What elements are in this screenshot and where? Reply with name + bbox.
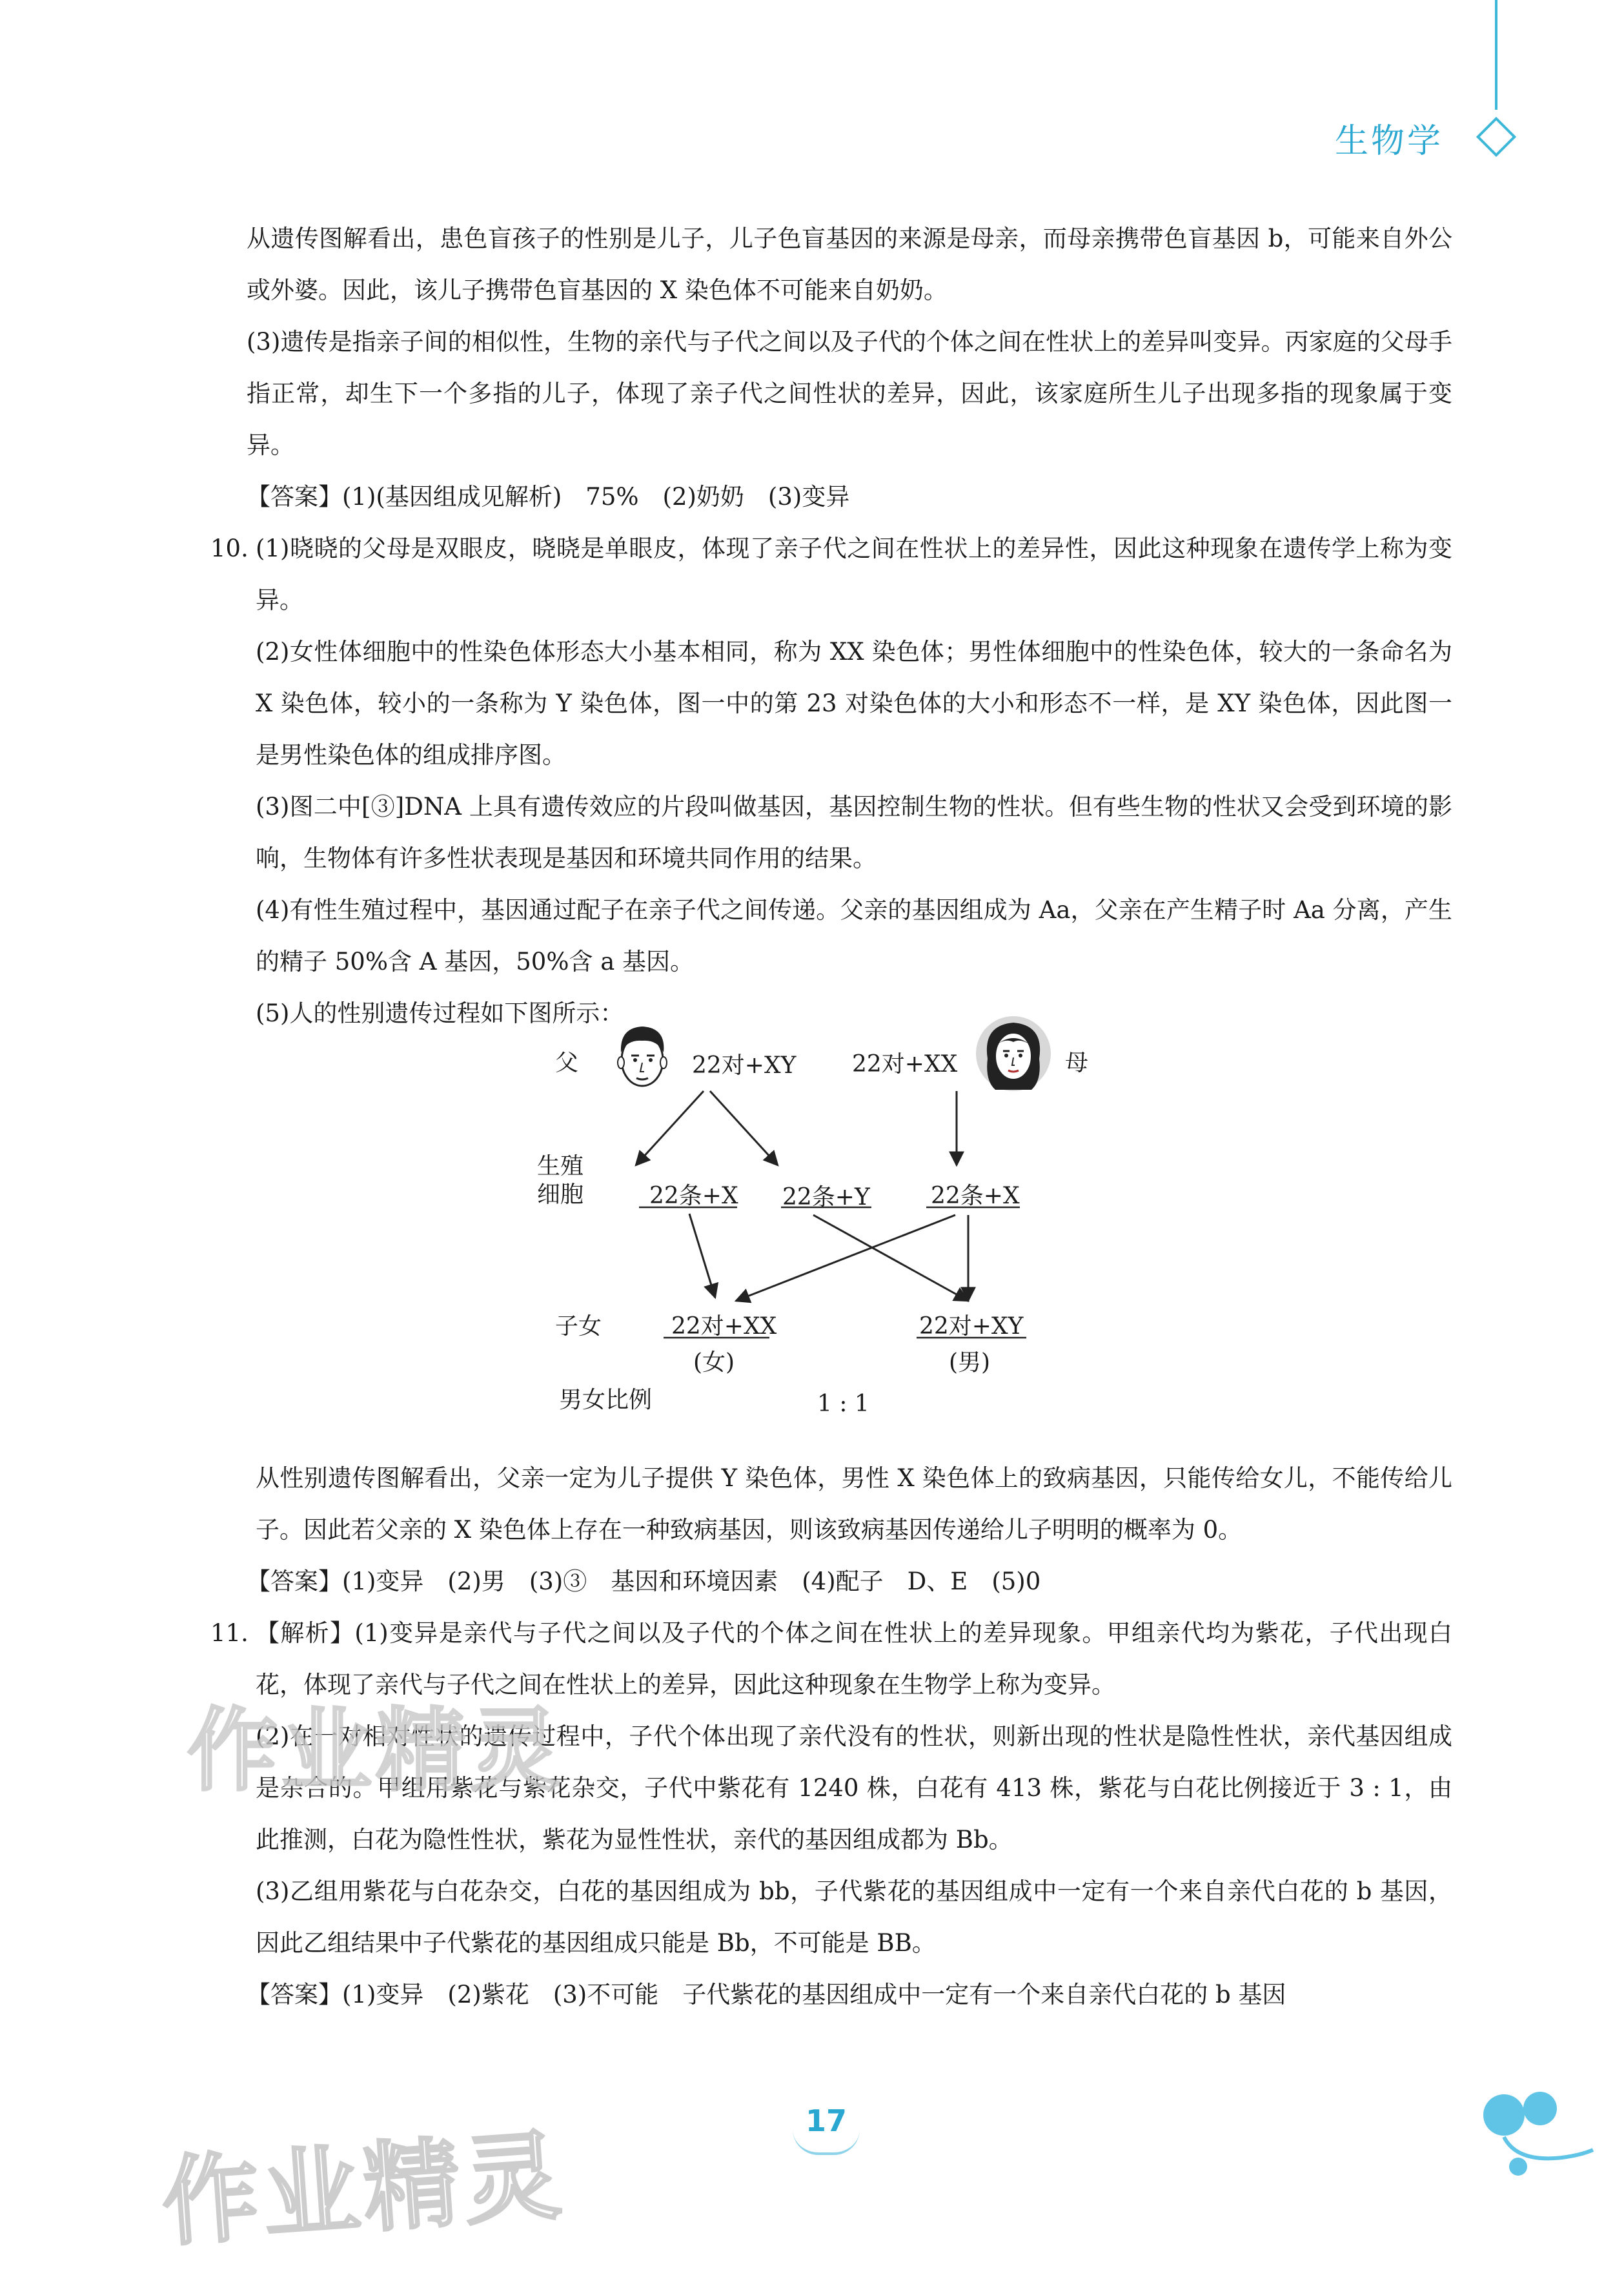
ratio-label: 男女比例: [559, 1387, 653, 1413]
mother-genotype: 22对+XX: [852, 1051, 958, 1078]
watermark-logo: 作业精灵: [187, 1699, 565, 1804]
arrow-spermy-son: [813, 1215, 968, 1301]
daughter-genotype: 22对+XX: [671, 1313, 777, 1340]
paragraph: 【解析】(1)变异是亲代与子代之间以及子代的个体之间在性状上的差异现象。甲组亲代均为紫花，子代出现白花，体现了亲代与子代之间在性状上的差异，因此这种现象在生物学上称为变异。: [256, 1619, 1452, 1699]
paragraph: (3)图二中[③]DNA 上具有遗传效应的片段叫做基因，基因控制生物的性状。但有些生物的性状又会受到环境的影响，生物体有许多性状表现是基因和环境共同作用的结果。: [256, 793, 1452, 872]
answer-line: 【答案】(1)变异 (2)男 (3)③ 基因和环境因素 (4)配子 D、E (5)0: [247, 1568, 1041, 1595]
sperm-x: 22条+X: [649, 1183, 738, 1209]
sperm-y: 22条+Y: [782, 1184, 870, 1210]
paragraph: (3)乙组用紫花与白花杂交，白花的基因组成为 bb，子代紫花的基因组成中一定有一个来自亲代白花的 b 基因，因此乙组结果中子代紫花的基因组成只能是 Bb，不可能是 BB。: [256, 1877, 1452, 1957]
son-genotype: 22对+XY: [919, 1313, 1024, 1340]
father-genotype: 22对+XY: [692, 1052, 797, 1079]
question-10: [210, 523, 1452, 626]
germ-cell-label-line2: 细胞: [537, 1181, 584, 1208]
subject-title: 生物学: [1335, 122, 1444, 161]
header-accent-line: [1495, 0, 1497, 110]
germ-cell-label-line1: 生殖: [537, 1153, 584, 1180]
arrow-father-y: [710, 1091, 778, 1165]
father-label: 父: [555, 1050, 579, 1076]
paragraph: (2)女性体细胞中的性染色体形态大小基本相同，称为 XX 染色体；男性体细胞中的性染色体，较大的一条命名为 X 染色体，较小的一条称为 Y 染色体，图一中的第 23 对染色体的大小和形态不一样，是 XY 染色体，因此图一是男性染色体的组成排序图。: [256, 638, 1452, 769]
diamond-icon: [1476, 117, 1516, 157]
sex-inheritance-diagram: [529, 1014, 1089, 1427]
ratio-value: 1 : 1: [817, 1391, 869, 1417]
paragraph: 从性别遗传图解看出，父亲一定为儿子提供 Y 染色体，男性 X 染色体上的致病基因，只能传给女儿，不能传给儿子。因此若父亲的 X 染色体上存在一种致病基因，则该致病基因传递给儿子明明的概率为 0。: [256, 1464, 1452, 1544]
bubbles-decoration-icon: [1478, 2085, 1594, 2195]
paragraph: (5)人的性别遗传过程如下图所示：: [256, 999, 624, 1027]
egg-x: 22条+X: [931, 1183, 1020, 1209]
daughter-sex: (女): [693, 1349, 735, 1376]
question-number: 10.: [210, 535, 249, 562]
arrow-father-x: [636, 1091, 704, 1165]
mother-label: 母: [1065, 1050, 1089, 1076]
paragraph: (3)遗传是指亲子间的相似性，生物的亲代与子代之间以及子代的个体之间在性状上的差异叫变异。丙家庭的父母手指正常，却生下一个多指的儿子，体现了亲子代之间性状的差异，因此，该家庭所生儿子出现多指的现象属于变异。: [247, 328, 1452, 459]
father-face-icon: [607, 1020, 678, 1091]
watermark-logo: 作业精灵: [158, 2119, 569, 2260]
arrow-spermx-daughter: [689, 1214, 715, 1298]
paragraph: (2)在一对相对性状的遗传过程中，子代个体出现了亲代没有的性状，则新出现的性状是隐性性状，亲代基因组成是杂合的。甲组用紫花与紫花杂交，子代中紫花有 1240 株，白花有 413 株，紫花与白花比例接近于 3 : 1，由此推测，白花为隐性性状，紫花为显性性状，亲代的基因组成都为 Bb。: [256, 1722, 1452, 1854]
answer-line: 【答案】(1)(基因组成见解析) 75% (2)奶奶 (3)变异: [247, 483, 850, 511]
arrow-egg-daughter: [736, 1215, 955, 1301]
mother-face-icon: [975, 1014, 1052, 1098]
answer-line: 【答案】(1)变异 (2)紫花 (3)不可能 子代紫花的基因组成中一定有一个来自亲代白花的 b 基因: [247, 1981, 1286, 2008]
paragraph: (1)晓晓的父母是双眼皮，晓晓是单眼皮，体现了亲子代之间在性状上的差异性，因此这种现象在遗传学上称为变异。: [256, 535, 1452, 614]
paragraph: (4)有性生殖过程中，基因通过配子在亲子代之间传递。父亲的基因组成为 Aa，父亲在产生精子时 Aa 分离，产生的精子 50%含 A 基因，50%含 a 基因。: [256, 896, 1452, 975]
offspring-label: 子女: [555, 1313, 602, 1340]
son-sex: (男): [949, 1349, 991, 1376]
paragraph: 从遗传图解看出，患色盲孩子的性别是儿子，儿子色盲基因的来源是母亲，而母亲携带色盲基因 b，可能来自外公或外婆。因此，该儿子携带色盲基因的 X 染色体不可能来自奶奶。: [247, 225, 1452, 304]
question-number: 11.: [210, 1619, 249, 1647]
page-number-text: 17: [805, 2103, 847, 2138]
page-number: [781, 2089, 871, 2151]
